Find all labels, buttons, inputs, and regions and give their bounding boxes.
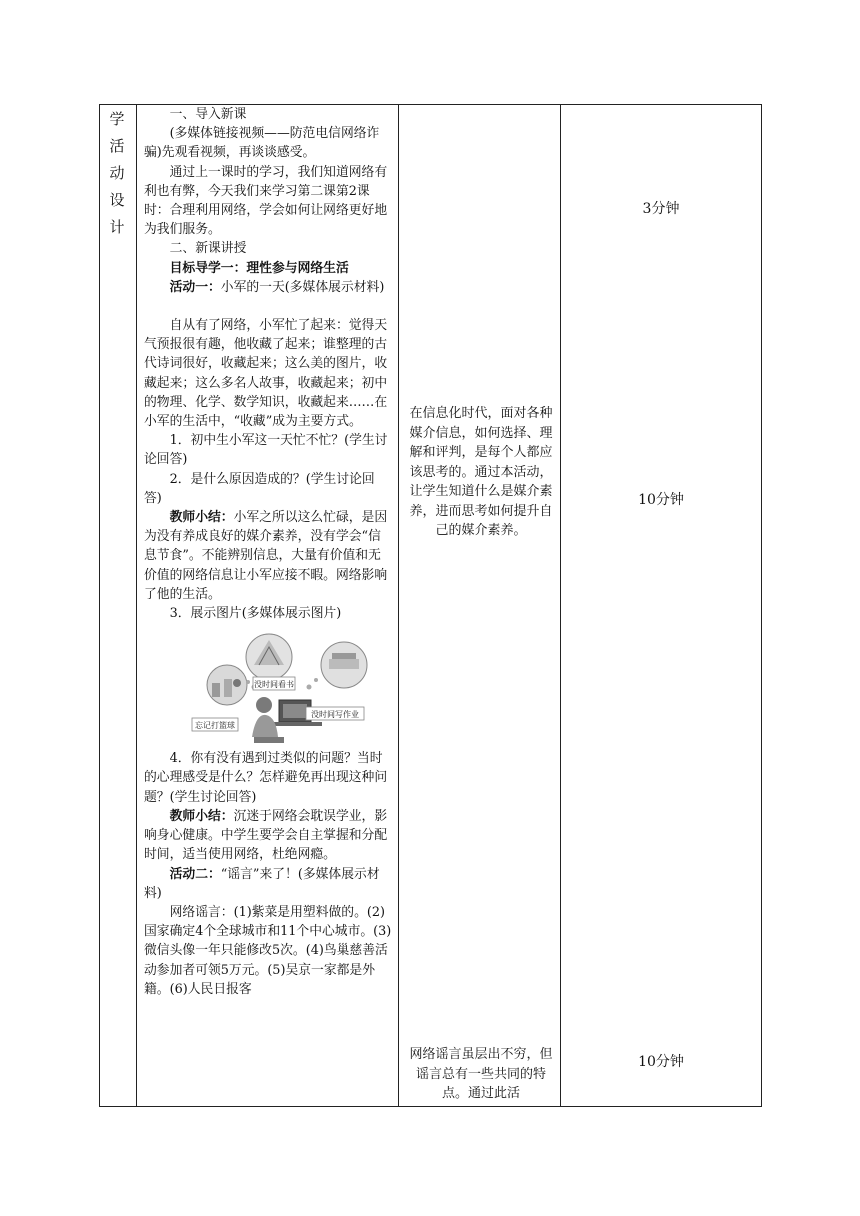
heading-goal-one: 目标导学一：理性参与网络生活 (169, 260, 349, 276)
teacher-summary-2 (144, 807, 392, 865)
activity-one-text: 小军的一天(多媒体展示材料) (220, 279, 385, 295)
section-label-char: 学 (109, 110, 125, 128)
section-label-char: 设 (109, 191, 125, 209)
question-3: 3．展示图片(多媒体展示图片) (169, 606, 342, 622)
paragraph-rumors: 网络谣言：(1)紫菜是用塑料做的。(2)国家确定4个全球城市和11个中心城市。(3)微信头像一年只能修改5次。(4)鸟巢慈善活动参加者可领5万元。(5)吴京一家都是外籍。(6)人民日报客 (144, 904, 392, 997)
illustration (144, 625, 392, 749)
question-4: 4．你有没有遇到过类似的问题？当时的心理感受是什么？怎样避免再出现这种问题？(学生讨论回答) (144, 751, 388, 805)
design-intent-1: 在信息化时代，面对各种媒介信息，如何选择、理解和评判，是每个人都应该思考的。通过本活动，让学生知道什么是媒介素养，进而思考如何提升自己的媒介素养。 (409, 406, 553, 538)
paragraph-review: 通过上一课时的学习，我们知道网络有利也有弊，今天我们来学习第二课第2课时：合理利用网络，学会如何让网络更好地为我们服务。 (144, 164, 388, 238)
question-1: 1．初中生小军这一天忙不忙？(学生讨论回答) (144, 433, 388, 468)
teacher-summary-label: 教师小结： (169, 510, 234, 526)
teaching-content (144, 105, 392, 999)
section-label-char: 计 (109, 218, 125, 236)
fig-label-basketball: 忘记打篮球 (195, 721, 235, 731)
teacher-summary-text: 小军之所以这么忙碌，是因为没有养成良好的媒介素养，没有学会“信息节食”。不能辨别信息，大量有价值和无价值的网络信息让小军应接不暇。网络影响了他的生活。 (144, 510, 388, 602)
heading-new-lesson: 二、新课讲授 (169, 241, 247, 257)
heading-intro: 一、导入新课 (169, 107, 247, 122)
column-divider-2 (398, 104, 399, 1107)
design-intent-2: 网络谣言虽层出不穷，但谣言总有一些共同的特点。通过此活 (409, 1047, 553, 1101)
activity-one (144, 278, 392, 297)
time-10-min-1: 10分钟 (638, 492, 684, 508)
time-3-min: 3分钟 (642, 201, 680, 217)
paragraph-video: (多媒体链接视频——防范电信网络诈骗)先观看视频，再谈谈感受。 (144, 126, 380, 161)
teacher-summary-text: 沉迷于网络会耽误学业，影响身心健康。中学生要学会自主掌握和分配时间，适当使用网络，杜绝网瘾。 (144, 808, 388, 863)
activity-two-label: 活动二： (169, 866, 221, 882)
activity-two-text: “谣言”来了！(多媒体展示材料) (144, 866, 380, 901)
question-2: 2．是什么原因造成的？(学生讨论回答) (144, 471, 375, 506)
section-label-char: 动 (109, 164, 125, 182)
table-left-border (99, 104, 100, 1107)
table-right-border (761, 104, 762, 1107)
column-divider-1 (136, 104, 137, 1107)
lesson-plan-table (99, 104, 762, 1107)
illustration-image (144, 625, 392, 749)
fig-label-homework: 没时间写作业 (311, 710, 359, 720)
teacher-summary-1 (144, 508, 392, 604)
paragraph-xiaojun-story: 自从有了网络，小军忙了起来：觉得天气预报很有趣，他收藏了起来；谁整理的古代诗词很好，收藏起来；这么美的图片，收藏起来；这么多名人故事，收藏起来；初中的物理、化学、数学知识，收藏起来……在小军的生活中，“收藏”成为主要方式。 (144, 318, 388, 430)
fig-label-books: 没时间看书 (254, 680, 294, 690)
section-label (99, 106, 135, 241)
section-label-char: 活 (109, 137, 125, 155)
column-divider-3 (560, 104, 561, 1107)
activity-one-label: 活动一： (169, 279, 221, 295)
activity-two (144, 865, 392, 903)
time-10-min-2: 10分钟 (638, 1054, 684, 1070)
table-bottom-border (99, 1106, 762, 1107)
teacher-summary-label: 教师小结： (169, 808, 234, 824)
